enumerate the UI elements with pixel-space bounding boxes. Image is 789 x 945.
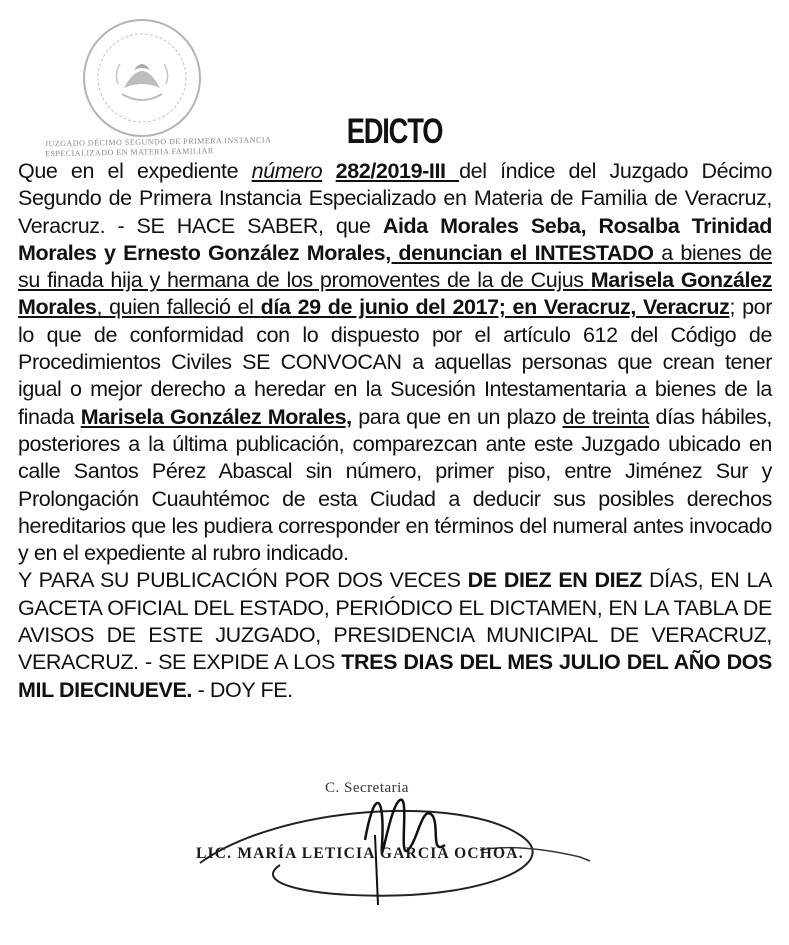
edict-paragraph-2: Y PARA SU PUBLICACIÓN POR DOS VECES DE DIEZ EN DIEZ DÍAS, EN LA GACETA OFICIAL DEL ESTADO, PERIÓDICO EL DICTAMEN, EN LA TABLA DE AVISOS DE ESTE JUZGADO, PRESIDENCIA MUNICIPAL DE VERACRUZ, VERACRUZ. - SE EXPIDE A LOS TRES DIAS DEL MES JULIO DEL AÑO DOS MIL DIECINUEVE. - DOY FE. <box>18 568 772 702</box>
edict-body <box>18 158 772 704</box>
edict-paragraph-1: Que en el expediente número 282/2019-III del índice del Juzgado Décimo Segundo de Primera Instancia Especializado en Materia de Familia de Veracruz, Veracruz. - SE HACE SABER, que Aida Morales Seba, Rosalba Trinidad Morales y Ernesto González Morales, denuncian el INTESTADO a bienes de su finada hija y hermana de los promoventes de la de Cujus Marisela González Morales, quien falleció el día 29 de junio del 2017; en Veracruz, Veracruz; por lo que de conformidad con lo dispuesto por el artículo 612 del Código de Procedimientos Civiles SE CONVOCAN a aquellas personas que crean tener igual o mejor derecho a heredar en la Sucesión Intestamentaria a bienes de la finada Marisela González Morales, para que en un plazo de treinta días hábiles, posteriores a la última publicación, comparezcan ante este Juzgado ubicado en calle Santos Pérez Abascal sin número, primer piso, entre Jiménez Sur y Prolongación Cuauhtémoc de esta Ciudad a deducir sus posibles derechos hereditarios que les pudiera corresponder en términos del numeral antes invocado y en el expediente al rubro indicado. <box>18 159 772 566</box>
seal-caption: JUZGADO DÉCIMO SEGUNDO DE PRIMERA INSTANCIA ESPECIALIZADO EN MATERIA FAMILIAR <box>44 135 272 159</box>
page-title: EDICTO <box>346 112 443 151</box>
handwritten-signature-icon <box>160 765 620 915</box>
signatory-name: LIC. MARÍA LETICIA GARCIA OCHOA. <box>196 845 524 862</box>
signature-role: C. Secretaria <box>325 780 409 796</box>
